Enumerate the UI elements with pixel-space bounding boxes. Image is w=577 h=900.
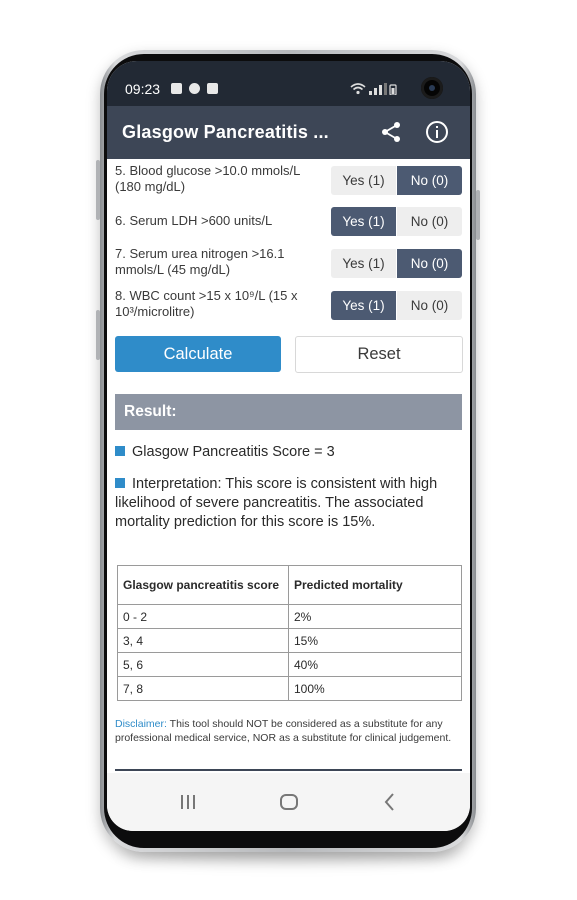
disclaimer-text: This tool should NOT be considered as a substitute for any professional medical service, NOR as a substitute for clinical judgement. (115, 718, 452, 744)
table-cell-score: 7, 8 (118, 677, 289, 701)
table-cell-score: 3, 4 (118, 629, 289, 653)
status-time: 09:23 (125, 81, 161, 97)
interpretation-text: Interpretation: This score is consistent with high likelihood of severe pancreatitis. The associated mortality prediction for this score is 15%. (115, 476, 438, 530)
bullet-square-icon (115, 446, 125, 456)
notification-icon (189, 83, 200, 94)
table-header-row (118, 566, 462, 605)
disclaimer-label: Disclaimer: (115, 718, 167, 730)
bixby-button (96, 310, 100, 360)
table-cell-score: 5, 6 (118, 653, 289, 677)
score-text: Glasgow Pancreatitis Score = 3 (132, 444, 335, 460)
calculate-button[interactable]: Calculate (115, 336, 281, 372)
table-cell-score: 0 - 2 (118, 605, 289, 629)
yes-button[interactable]: Yes (1) (331, 166, 396, 195)
yes-button[interactable]: Yes (1) (331, 249, 396, 278)
table-row (118, 677, 462, 701)
table-header-mortality: Predicted mortality (289, 566, 462, 605)
back-icon[interactable] (379, 791, 401, 813)
power-button (476, 190, 480, 240)
yes-no-toggle (331, 291, 463, 320)
table-cell-mortality: 100% (289, 677, 462, 701)
result-interpretation (115, 475, 465, 532)
info-icon[interactable] (425, 120, 449, 144)
table-cell-mortality: 15% (289, 629, 462, 653)
calculator-content (107, 159, 470, 771)
criterion-label: 7. Serum urea nitrogen >16.1 mmols/L (45 mg/dL) (115, 246, 285, 277)
table-header-score: Glasgow pancreatitis score (118, 566, 289, 605)
no-button[interactable]: No (0) (397, 249, 462, 278)
yes-no-toggle (331, 166, 463, 195)
gallery-icon (171, 83, 182, 94)
navigation-bar (107, 773, 470, 831)
app-notification-icon (207, 83, 218, 94)
result-score (115, 444, 335, 460)
app-bar (107, 106, 470, 159)
recents-icon[interactable] (177, 791, 199, 813)
mortality-table (117, 565, 462, 701)
wifi-icon (350, 83, 366, 95)
disclaimer (115, 717, 465, 745)
share-icon[interactable] (380, 121, 402, 143)
volume-button (96, 160, 100, 220)
yes-no-toggle (331, 249, 463, 278)
reset-button[interactable]: Reset (295, 336, 463, 373)
signal-icon (369, 83, 397, 95)
yes-button[interactable]: Yes (1) (331, 291, 396, 320)
table-cell-mortality: 2% (289, 605, 462, 629)
table-row (118, 605, 462, 629)
no-button[interactable]: No (0) (397, 291, 462, 320)
no-button[interactable]: No (0) (397, 207, 462, 236)
criterion-label: 8. WBC count >15 x 10⁹/L (15 x 10³/microlitre) (115, 288, 298, 319)
yes-no-toggle (331, 207, 463, 236)
bullet-square-icon (115, 478, 125, 488)
phone-screen (107, 61, 470, 831)
table-cell-mortality: 40% (289, 653, 462, 677)
home-icon[interactable] (278, 791, 300, 813)
app-title: Glasgow Pancreatitis ... (122, 122, 329, 142)
yes-button[interactable]: Yes (1) (331, 207, 396, 236)
no-button[interactable]: No (0) (397, 166, 462, 195)
criterion-label: 5. Blood glucose >10.0 mmols/L (180 mg/dL) (115, 163, 300, 194)
status-bar (107, 61, 470, 106)
result-header: Result: (115, 394, 462, 430)
front-camera (421, 77, 443, 99)
criterion-label: 6. Serum LDH >600 units/L (115, 213, 273, 228)
table-row (118, 653, 462, 677)
table-row (118, 629, 462, 653)
content-divider (115, 769, 462, 771)
